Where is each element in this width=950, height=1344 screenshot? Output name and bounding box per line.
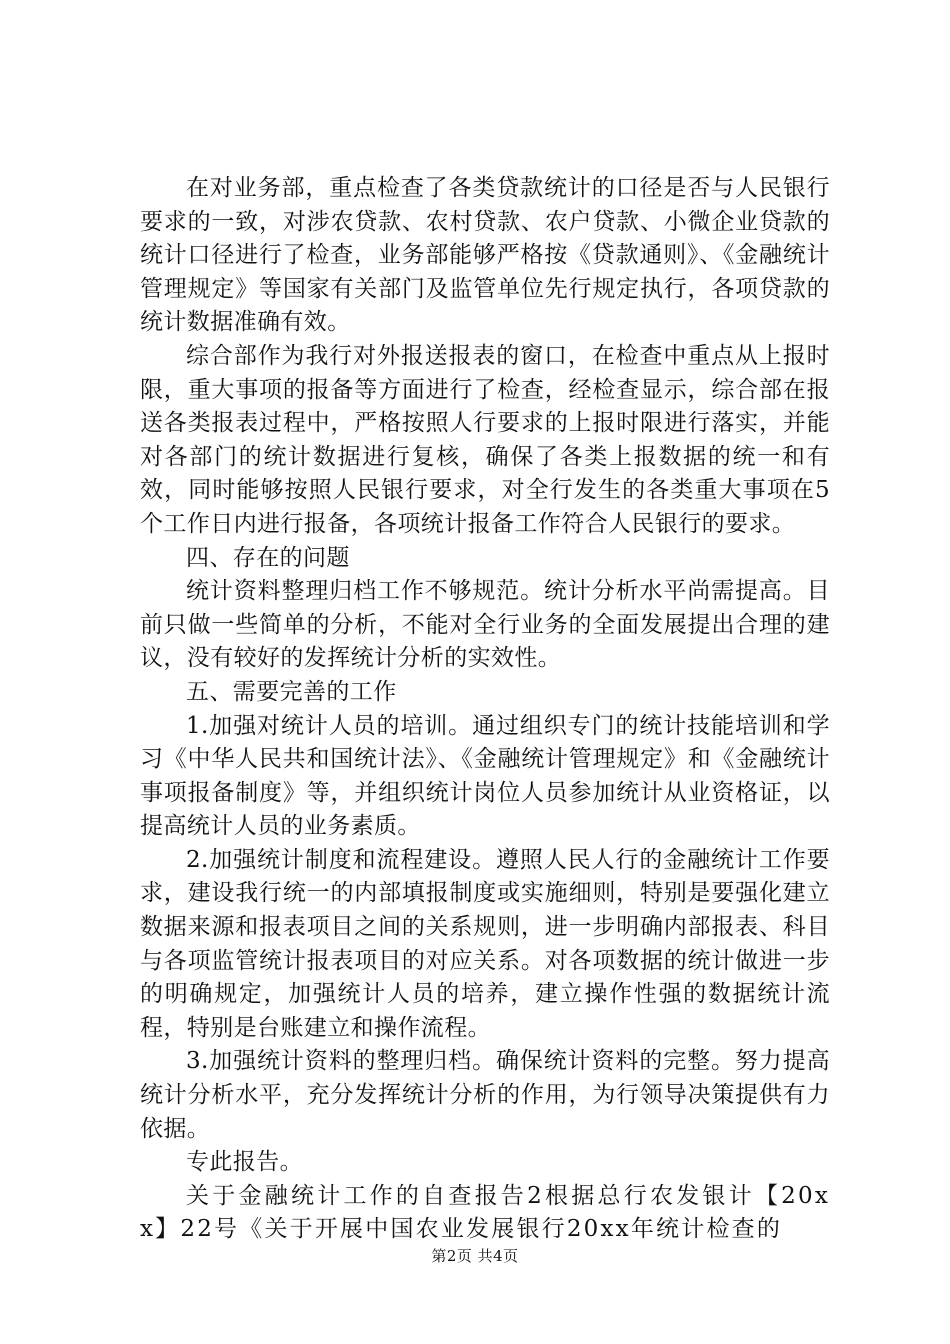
paragraph-report-2-start: 关于金融统计工作的自查报告2根据总行农发银计【20xx】22号《关于开展中国农业发展银行20xx年统计检查的 <box>140 1182 830 1243</box>
paragraph-business-dept-check: 在对业务部，重点检查了各类贷款统计的口径是否与人民银行要求的一致，对涉农贷款、农村贷款、农户贷款、小微企业贷款的统计口径进行了检查，业务部能够严格按《贷款通则》、《金融统计管理规定》等国家有关部门及监管单位先行规定执行，各项贷款的统计数据准确有效。 <box>140 175 830 336</box>
paragraph-closing: 专此报告。 <box>186 1149 303 1176</box>
paragraph-improvement-1: 1.加强对统计人员的培训。通过组织专门的统计技能培训和学习《中华人民共和国统计法》、《金融统计管理规定》和《金融统计事项报备制度》等，并组织统计岗位人员参加统计从业资格证，以提高统计人员的业务素质。 <box>140 712 830 840</box>
paragraph-improvement-2: 2.加强统计制度和流程建设。遵照人民人行的金融统计工作要求，建设我行统一的内部填报制度或实施细则，特别是要强化建立数据来源和报表项目之间的关系规则，进一步明确内部报表、科目与各项监管统计报表项目的对应关系。对各项数据的统计做进一步的明确规定，加强统计人员的培养，建立操作性强的数据统计流程，特别是台账建立和操作流程。 <box>140 846 830 1041</box>
section-heading-improvements: 五、需要完善的工作 <box>186 678 397 705</box>
section-heading-problems: 四、存在的问题 <box>186 544 350 571</box>
paragraph-improvement-3: 3.加强统计资料的整理归档。确保统计资料的完整。努力提高统计分析水平，充分发挥统计分析的作用，为行领导决策提供有力依据。 <box>140 1048 830 1142</box>
paragraph-general-dept-check: 综合部作为我行对外报送报表的窗口，在检查中重点从上报时限，重大事项的报备等方面进行了检查，经检查显示，综合部在报送各类报表过程中，严格按照人行要求的上报时限进行落实，并能对各部门的统计数据进行复核，确保了各类上报数据的统一和有效，同时能够按照人民银行要求，对全行发生的各类重大事项在5个工作日内进行报备，各项统计报备工作符合人民银行的要求。 <box>140 342 830 537</box>
page-number-footer: 第2页 共4页 <box>431 1247 519 1265</box>
paragraph-problems: 统计资料整理归档工作不够规范。统计分析水平尚需提高。目前只做一些简单的分析，不能对全行业务的全面发展提出合理的建议，没有较好的发挥统计分析的实效性。 <box>140 578 830 672</box>
document-body <box>140 172 830 1247</box>
